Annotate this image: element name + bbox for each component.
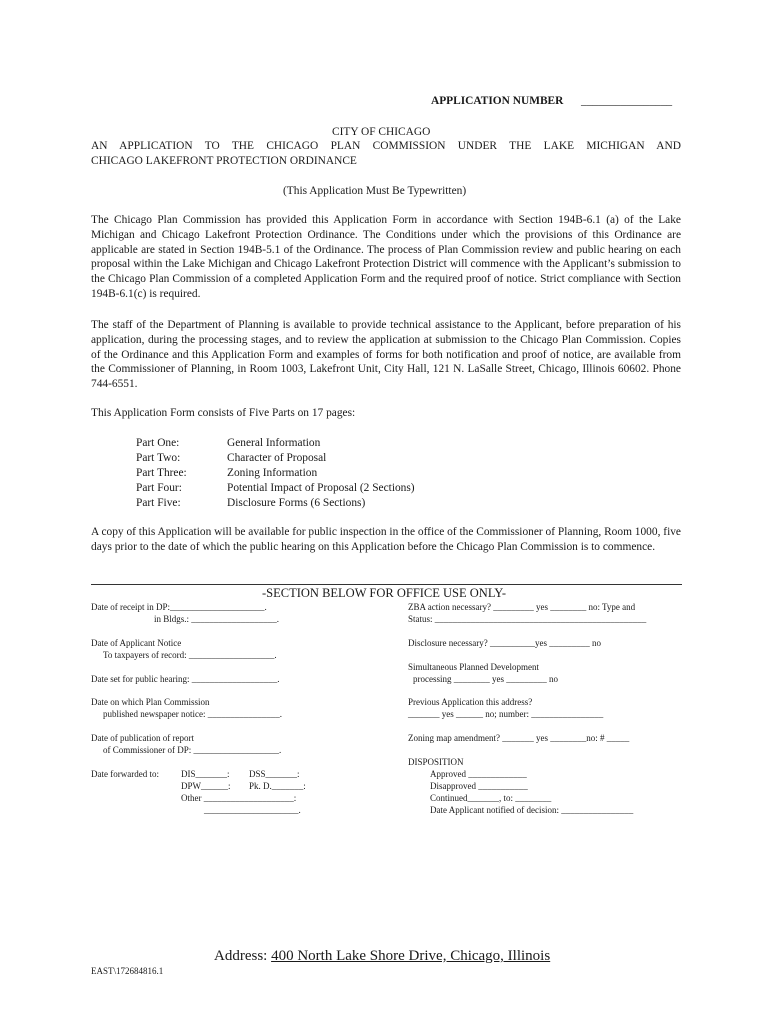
- address-label: Address:: [214, 948, 268, 964]
- part-description: Disclosure Forms (6 Sections): [227, 497, 366, 509]
- other-blank-line: _____________________.: [204, 805, 301, 815]
- continued-field: Continued_______, to: ________: [430, 793, 552, 803]
- intro-paragraph: The Chicago Plan Commission has provided this Application Form in accordance with Section 194B-6.1 (a) of the Lake Michigan and Chicago Lakefront Protection Ordinance. The Conditions under which the provisions of this Ordinance are applicable are stated in Section 194B-5.1 of the Ordinance. The process of Plan Commission review and public hearing on each proposal within the Lake Michigan and Chicago Lakefront Protection District will commence with the Applicant’s submission to the Chicago Plan Commission of a completed Application Form and the required proof of notice. Strict compliance with Section 194B-6.1(c) is required.: [91, 214, 681, 300]
- zba-action-field: ZBA action necessary? _________ yes ________ no: Type and: [408, 602, 636, 612]
- dpw-field: DPW______:: [181, 781, 231, 791]
- public-hearing-field: Date set for public hearing: ___________________.: [91, 674, 280, 684]
- receipt-dp-field: Date of receipt in DP:_____________________.: [91, 602, 267, 612]
- simultaneous-processing-field: processing ________ yes _________ no: [413, 674, 558, 684]
- taxpayers-notice-field: To taxpayers of record: ___________________.: [103, 650, 277, 660]
- previous-application-field: _______ yes ______ no; number: ________________: [408, 709, 604, 719]
- part-description: General Information: [227, 437, 321, 449]
- commissioner-report-field: of Commissioner of DP: ___________________.: [103, 745, 282, 755]
- parts-intro: This Application Form consists of Five Parts on 17 pages:: [91, 407, 356, 419]
- applicant-notice-label: Date of Applicant Notice: [91, 638, 182, 648]
- part-description: Zoning Information: [227, 467, 318, 479]
- zoning-map-amendment-field: Zoning map amendment? _______ yes ________no: # _____: [408, 733, 630, 743]
- part-label: Part Two:: [136, 452, 181, 464]
- part-label: Part Three:: [136, 467, 187, 479]
- document-id: EAST\172684816.1: [91, 966, 164, 976]
- title-line-1: AN APPLICATION TO THE CHICAGO PLAN COMMISSION UNDER THE LAKE MICHIGAN AND: [91, 140, 681, 152]
- applicant-notified-field: Date Applicant notified of decision: ________________: [430, 805, 634, 815]
- address-line: [214, 947, 550, 965]
- application-number-label: APPLICATION NUMBER: [431, 95, 564, 107]
- receipt-bldgs-field: in Bldgs.: ___________________.: [154, 614, 280, 624]
- pkd-field: Pk. D._______:: [249, 781, 306, 791]
- typewritten-note: (This Application Must Be Typewritten): [283, 185, 467, 197]
- city-heading: CITY OF CHICAGO: [332, 126, 431, 138]
- other-field: Other ____________________:: [181, 793, 297, 803]
- status-field: Status: _______________________________________________: [408, 614, 647, 624]
- office-divider: [91, 584, 682, 585]
- copy-paragraph: A copy of this Application will be available for public inspection in the office of the Commissioner of Planning, Room 1000, five days prior to the date of which the public hearing on this Application before the Chicago Plan Commission is to commence.: [91, 526, 681, 553]
- dss-field: DSS_______:: [249, 769, 300, 779]
- office-use-heading: -SECTION BELOW FOR OFFICE USE ONLY-: [262, 586, 507, 600]
- disposition-heading: DISPOSITION: [408, 757, 464, 767]
- part-label: Part Five:: [136, 497, 181, 509]
- plan-commission-label: Date on which Plan Commission: [91, 697, 210, 707]
- dis-field: DIS_______:: [181, 769, 230, 779]
- part-description: Character of Proposal: [227, 452, 327, 464]
- newspaper-notice-field: published newspaper notice: ________________.: [103, 709, 282, 719]
- title-line-2: CHICAGO LAKEFRONT PROTECTION ORDINANCE: [91, 155, 357, 167]
- part-label: Part Four:: [136, 482, 182, 494]
- publication-report-label: Date of publication of report: [91, 733, 194, 743]
- simultaneous-pd-label: Simultaneous Planned Development: [408, 662, 539, 672]
- address-value: 400 North Lake Shore Drive, Chicago, Illinois: [271, 948, 551, 964]
- disapproved-field: Disapproved ___________: [430, 781, 528, 791]
- disclosure-field: Disclosure necessary? __________yes _________ no: [408, 638, 601, 648]
- previous-application-label: Previous Application this address?: [408, 697, 533, 707]
- part-description: Potential Impact of Proposal (2 Sections): [227, 482, 415, 494]
- application-number-blank: ________________: [581, 95, 673, 107]
- staff-paragraph: The staff of the Department of Planning is available to provide technical assistance to the Applicant, before preparation of his application, during the processing stages, and to review the application at submission to the Chicago Plan Commission. Copies of the Ordinance and this Application Form and examples of forms for both notification and proof of notice, are available from the Commissioner of Planning, in Room 1003, Lakefront Unit, City Hall, 121 N. LaSalle Street, Chicago, Illinois 60602. Phone 744-6551.: [91, 319, 681, 391]
- part-label: Part One:: [136, 437, 180, 449]
- date-forwarded-label: Date forwarded to:: [91, 769, 159, 779]
- approved-field: Approved _____________: [430, 769, 527, 779]
